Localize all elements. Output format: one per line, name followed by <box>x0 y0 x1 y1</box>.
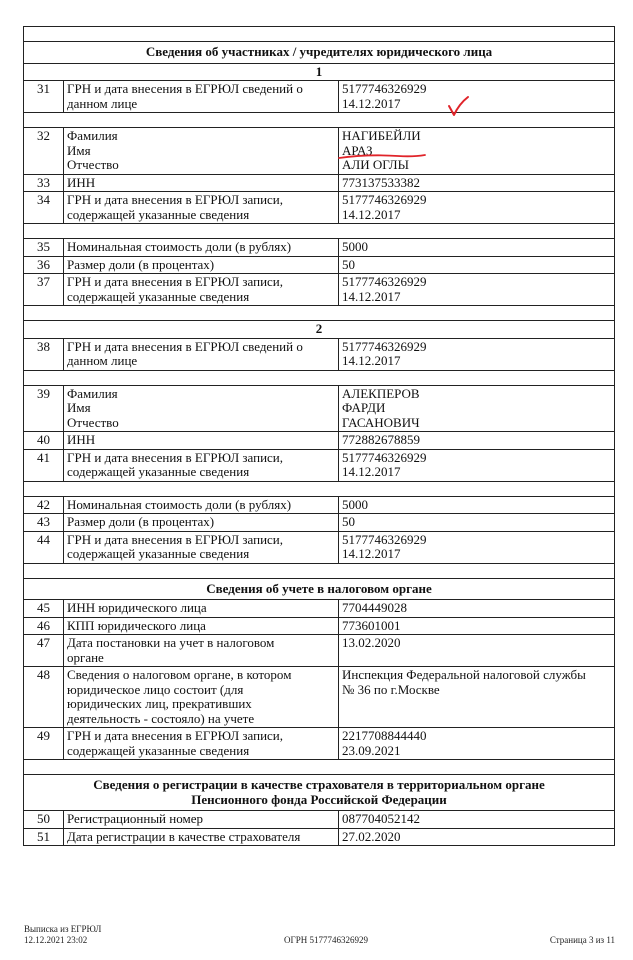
label-line: ГРН и дата внесения в ЕГРЮЛ записи, <box>67 531 284 547</box>
label-line: ГРН и дата внесения в ЕГРЮЛ записи, <box>67 274 284 289</box>
value-line: 50 <box>342 514 355 529</box>
value-line: 13.02.2020 <box>342 635 401 650</box>
section-title: Сведения об участниках / учредителях юридического лица <box>145 44 493 59</box>
label-line: КПП юридического лица <box>67 617 206 633</box>
table-row <box>24 432 615 450</box>
row-label <box>64 514 339 532</box>
row-label <box>64 192 339 224</box>
row-number: 51 <box>24 828 64 846</box>
row-number: 31 <box>24 81 64 113</box>
label-line: деятельность - состояло) на учете <box>67 710 255 726</box>
spacer-row <box>24 760 615 775</box>
underline-annotation <box>338 153 426 161</box>
row-value <box>339 128 615 175</box>
spacer-row <box>24 370 615 385</box>
value-line: 773601001 <box>342 617 401 633</box>
value-line: Инспекция Федеральной налоговой службы <box>342 667 586 682</box>
label-line: содержащей указанные сведения <box>67 546 250 561</box>
table-row <box>24 667 615 728</box>
row-value <box>339 496 615 514</box>
value-line: 23.09.2021 <box>342 742 401 758</box>
table-row <box>24 828 615 846</box>
participant-number: 1 <box>24 63 615 81</box>
value-line: 5000 <box>342 496 368 512</box>
value-line: 14.12.2017 <box>342 353 401 368</box>
row-label <box>64 828 339 846</box>
table-row <box>24 81 615 113</box>
value-line: ФАРДИ <box>342 400 386 415</box>
row-label <box>64 728 339 760</box>
row-value <box>339 728 615 760</box>
value-line: 5177746326929 <box>342 81 427 96</box>
row-label <box>64 617 339 635</box>
value-line: 14.12.2017 <box>342 288 401 304</box>
table-row <box>24 514 615 532</box>
row-label <box>64 432 339 450</box>
value-line: АРАЗ <box>342 142 373 158</box>
label-line: Отчество <box>67 157 119 172</box>
row-value <box>339 531 615 563</box>
label-line: Размер доли (в процентах) <box>67 514 215 529</box>
footer-datetime: 12.12.2021 23:02 <box>24 935 88 945</box>
row-number: 44 <box>24 531 64 563</box>
value-line: АЛЕКПЕРОВ <box>342 385 420 401</box>
label-line: ГРН и дата внесения в ЕГРЮЛ сведений о <box>67 338 303 354</box>
footer-page-number: Страница 3 из 11 <box>549 935 615 945</box>
row-number: 46 <box>24 617 64 635</box>
table-row <box>24 449 615 481</box>
table-row <box>24 239 615 257</box>
row-number: 49 <box>24 728 64 760</box>
table-row <box>24 274 615 306</box>
value-line: 5177746326929 <box>342 274 427 289</box>
spacer-row <box>24 481 615 496</box>
row-label <box>64 274 339 306</box>
label-line: Номинальная стоимость доли (в рублях) <box>67 496 292 512</box>
table-row <box>24 600 615 618</box>
egrul-extract-page <box>23 26 614 846</box>
value-line: 50 <box>342 256 355 272</box>
row-label <box>64 635 339 667</box>
row-number: 41 <box>24 449 64 481</box>
label-line: ИНН <box>67 174 96 190</box>
label-line: Дата регистрации в качестве страхователя <box>67 828 301 844</box>
row-value <box>339 192 615 224</box>
row-number: 48 <box>24 667 64 728</box>
label-line: содержащей указанные сведения <box>67 742 250 758</box>
value-line: 773137533382 <box>342 174 420 190</box>
row-value <box>339 81 615 113</box>
value-line: 087704052142 <box>342 811 420 826</box>
label-line: Фамилия <box>67 128 118 143</box>
row-label <box>64 531 339 563</box>
row-value <box>339 385 615 432</box>
table-row <box>24 385 615 432</box>
label-line: органе <box>67 649 104 665</box>
row-value <box>339 449 615 481</box>
row-label <box>64 496 339 514</box>
value-line: 27.02.2020 <box>342 828 401 844</box>
label-line: содержащей указанные сведения <box>67 206 250 222</box>
row-label <box>64 81 339 113</box>
table-row <box>24 531 615 563</box>
value-line: 14.12.2017 <box>342 464 401 479</box>
row-number: 50 <box>24 811 64 829</box>
table-row <box>24 635 615 667</box>
row-value <box>339 432 615 450</box>
label-line: Фамилия <box>67 385 118 401</box>
value-line: 2217708844440 <box>342 728 427 743</box>
value-line: 14.12.2017 <box>342 546 401 561</box>
value-line: 14.12.2017 <box>342 206 401 222</box>
row-value <box>339 338 615 370</box>
row-number: 37 <box>24 274 64 306</box>
label-line: ИНН <box>67 432 96 447</box>
value-line: 772882678859 <box>342 432 420 447</box>
row-value <box>339 514 615 532</box>
table-row <box>24 256 615 274</box>
label-line: ГРН и дата внесения в ЕГРЮЛ сведений о <box>67 81 303 96</box>
row-value <box>339 617 615 635</box>
row-number: 47 <box>24 635 64 667</box>
row-value <box>339 828 615 846</box>
label-line: ИНН юридического лица <box>67 600 207 615</box>
label-line: юридических лиц, прекративших <box>67 696 252 711</box>
row-label <box>64 256 339 274</box>
label-line: Дата постановки на учет в налоговом <box>67 635 275 650</box>
row-label <box>64 338 339 370</box>
value-line: 5177746326929 <box>342 449 427 465</box>
section-title: Сведения о регистрации в качестве страхователя в территориальном органе <box>93 777 545 792</box>
row-value <box>339 811 615 829</box>
label-line: данном лице <box>67 95 138 111</box>
row-label <box>64 385 339 432</box>
row-value <box>339 256 615 274</box>
spacer-row <box>24 113 615 128</box>
table-row <box>24 728 615 760</box>
label-line: Регистрационный номер <box>67 811 203 826</box>
row-label <box>64 128 339 175</box>
label-line: Сведения о налоговом органе, в котором <box>67 667 292 682</box>
row-number: 35 <box>24 239 64 257</box>
value-line: 5177746326929 <box>342 192 427 207</box>
value-line: ГАСАНОВИЧ <box>342 414 420 430</box>
label-line: содержащей указанные сведения <box>67 464 250 479</box>
row-number: 38 <box>24 338 64 370</box>
row-number: 36 <box>24 256 64 274</box>
row-number: 33 <box>24 174 64 192</box>
row-label <box>64 449 339 481</box>
spacer-row <box>24 27 615 42</box>
row-number: 39 <box>24 385 64 432</box>
footer-left <box>24 924 101 946</box>
value-line: НАГИБЕЙЛИ <box>342 128 421 143</box>
table-row <box>24 811 615 829</box>
label-line: Имя <box>67 400 91 415</box>
spacer-row <box>24 563 615 578</box>
section-title: Пенсионного фонда Российской Федерации <box>191 791 447 807</box>
table-row <box>24 192 615 224</box>
label-line: юридическое лицо состоит (для <box>67 681 244 697</box>
row-number: 34 <box>24 192 64 224</box>
label-line: данном лице <box>67 353 138 368</box>
row-value <box>339 667 615 728</box>
participant-number: 2 <box>24 321 615 339</box>
row-value <box>339 174 615 192</box>
label-line: Номинальная стоимость доли (в рублях) <box>67 239 292 254</box>
row-value <box>339 600 615 618</box>
row-number: 43 <box>24 514 64 532</box>
label-line: ГРН и дата внесения в ЕГРЮЛ записи, <box>67 449 284 465</box>
row-value <box>339 274 615 306</box>
row-label <box>64 811 339 829</box>
row-label <box>64 174 339 192</box>
value-line: 5177746326929 <box>342 338 427 354</box>
row-number: 32 <box>24 128 64 175</box>
row-label <box>64 600 339 618</box>
table-row <box>24 128 615 175</box>
spacer-row <box>24 306 615 321</box>
label-line: Имя <box>67 142 91 158</box>
tax-section-header <box>24 578 615 600</box>
participant-number-row <box>24 321 615 339</box>
value-line: 7704449028 <box>342 600 407 615</box>
label-line: Размер доли (в процентах) <box>67 256 215 272</box>
value-line: 5000 <box>342 239 368 254</box>
value-line: № 36 по г.Москве <box>342 681 440 697</box>
participant-number-row <box>24 63 615 81</box>
value-line: 5177746326929 <box>342 531 427 547</box>
row-number: 42 <box>24 496 64 514</box>
value-line: АЛИ ОГЛЫ <box>342 157 409 172</box>
row-label <box>64 667 339 728</box>
spacer-row <box>24 224 615 239</box>
value-line: 14.12.2017 <box>342 95 401 111</box>
label-line: Отчество <box>67 414 119 430</box>
row-label <box>64 239 339 257</box>
participants-section-header <box>24 42 615 64</box>
label-line: содержащей указанные сведения <box>67 288 250 304</box>
footer-ogrn: ОГРН 5177746326929 <box>284 935 368 945</box>
section-title: Сведения об учете в налоговом органе <box>206 580 432 596</box>
footer-doc-title: Выписка из ЕГРЮЛ <box>24 924 102 934</box>
row-number: 45 <box>24 600 64 618</box>
table-row <box>24 496 615 514</box>
table-row <box>24 338 615 370</box>
row-value <box>339 239 615 257</box>
label-line: ГРН и дата внесения в ЕГРЮЛ записи, <box>67 728 284 743</box>
table-row <box>24 617 615 635</box>
table-row <box>24 174 615 192</box>
label-line: ГРН и дата внесения в ЕГРЮЛ записи, <box>67 192 284 207</box>
row-value <box>339 635 615 667</box>
row-number: 40 <box>24 432 64 450</box>
pension-section-header <box>24 775 615 811</box>
egrul-table <box>23 26 615 846</box>
checkmark-annotation <box>446 95 470 119</box>
